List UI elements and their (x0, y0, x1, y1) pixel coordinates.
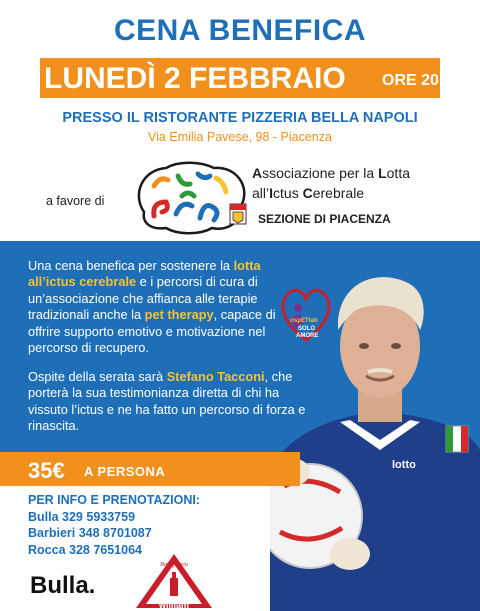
association-section: SEZIONE DI PIACENZA (258, 212, 391, 226)
brain-logo-icon (132, 160, 250, 236)
venue: PRESSO IL RISTORANTE PIZZERIA BELLA NAPOLI (62, 110, 418, 126)
contact-heading: PER INFO E PRENOTAZIONI: (28, 493, 200, 507)
svg-text:william: william (158, 600, 190, 610)
event-title: CENA BENEFICA (113, 14, 367, 47)
event-time: ORE 20 (382, 72, 439, 89)
event-date: LUNEDÌ 2 FEBBRAIO (44, 62, 346, 95)
svg-text:Bottiglieria: Bottiglieria (160, 562, 188, 568)
svg-text:SOLO: SOLO (298, 326, 316, 332)
contact-info (28, 492, 200, 558)
pet-therapy-logo-icon (276, 282, 336, 346)
contact-line: Bulla 329 5933759 (28, 509, 136, 524)
contact-line: Barbieri 348 8701087 (28, 526, 152, 540)
bulla-logo: Bulla. (30, 572, 96, 599)
svg-text:rispETtati: rispETtati (290, 318, 318, 324)
association-name: Associazione per la Lotta all’Ictus Cerebrale (252, 165, 410, 201)
contact-line: Rocca 328 7651064 (28, 542, 142, 557)
description-paragraph-2: Ospite della serata sarà Stefano Tacconi, che porterà la sua testimonianza diretta di chi ha vissuto l’ictus e ne ha fatto un percorso di forza e rinascita. (28, 369, 306, 434)
description-paragraph-1: Una cena benefica per sostenere la lotta all’ictus cerebrale e i percorsi di cura di un’associazione che affianca alle terapie tradizionali anche la pet therapy, capace di offrire supporto emotivo e motivazione nel percorso di recupero. (28, 258, 276, 356)
price-label: A PERSONA (84, 464, 166, 479)
price-amount: 35€ (28, 458, 65, 483)
in-favor-of-label: a favore di (46, 194, 105, 208)
svg-text:lotto: lotto (392, 459, 416, 471)
william-logo-icon (134, 552, 214, 610)
svg-text:AMORE: AMORE (296, 333, 319, 339)
address: Via Emilia Pavese, 98 - Piacenza (148, 130, 332, 144)
